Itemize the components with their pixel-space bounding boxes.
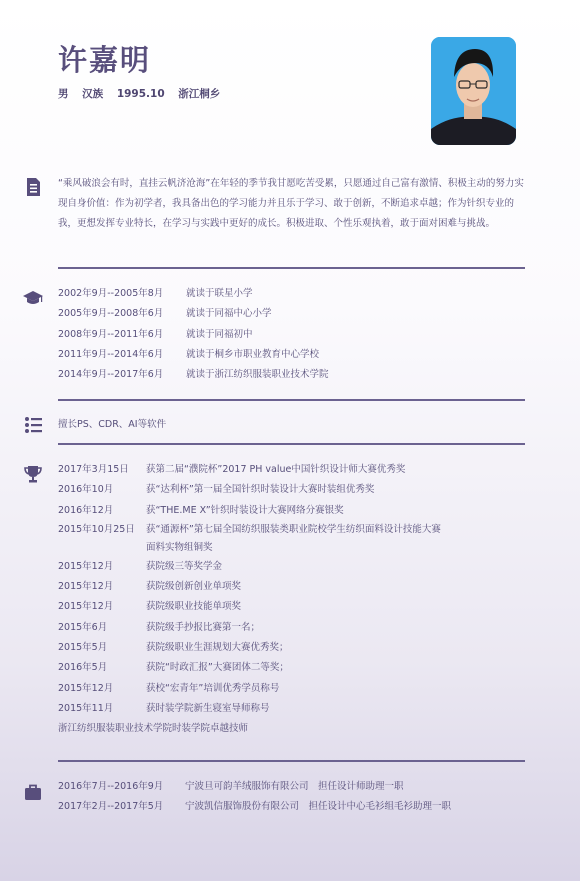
self-introduction: “乘风破浪会有时，直挂云帆济沧海”在年轻的季节我甘愿吃苦受累，只愿通过自己富有激情、积极主动的努力实现自身价值：作为初学者，我具备出色的学习能力并且乐于学习、敢于创新，不断追求卓越；作为针织专业的我，更想发挥专业特长，在学习与实践中更好的成长。积极进取、个性乐观执着，敢于面对困难与挑战。 [58,178,524,229]
item-date: 2017年3月15日 [58,464,129,475]
item-date: 2016年10月 [58,484,114,496]
document-icon [22,176,44,198]
section-divider [58,443,525,445]
item-date: 2015年12月 [58,581,114,593]
birth-date: 1995.10 [116,88,165,100]
item-text: 宁波凯信服饰股份有限公司 担任设计中心毛衫组毛衫助理一职 [185,801,452,813]
item-text: 就读于桐乡市职业教育中心学校 [186,348,320,360]
item-date: 2011年9月--2014年6月 [58,348,164,360]
item-text: 就读于浙江纺织服装职业技术学院 [186,369,329,381]
item-text: 就读于同福中心小学 [186,308,272,320]
section-divider [58,399,525,401]
item-text: 获第二届“濮院杯”2017 PH value中国针织设计师大赛优秀奖 [146,464,406,475]
item-date: 2008年9月--2011年6月 [58,328,164,340]
list-icon [22,414,44,436]
hometown: 浙江桐乡 [178,88,221,100]
graduation-cap-icon [22,287,44,309]
item-text: 宁波旦可韵羊绒服饰有限公司 担任设计师助理一职 [185,781,404,792]
item-date: 2015年12月 [58,560,114,572]
item-date: 2005年9月--2008年6月 [58,308,164,320]
item-text: 获时装学院新生寝室导师称号 [146,702,270,714]
item-date: 2015年12月 [58,682,114,694]
item-text: 获院“时政汇报”大赛团体二等奖； [146,662,289,674]
item-text: 获院级职业生涯规划大赛优秀奖； [146,642,289,654]
item-date: 2002年9月--2005年8月 [58,288,164,299]
skills-text: 擅长PS、CDR、AI等软件 [58,419,167,430]
item-text: 获院级创新创业单项奖 [146,581,242,593]
section-divider [58,267,525,269]
item-date: 2015年10月25日 [58,523,135,535]
item-text: 面料实物组铜奖 [146,541,213,553]
item-text: 获院级职业技能单项奖 [146,601,242,613]
item-text: 获院级三等奖学金 [146,560,223,572]
ethnicity: 汉族 [82,88,104,100]
item-date: 2015年12月 [58,601,114,613]
item-date: 2015年5月 [58,642,108,654]
candidate-name: 许嘉明 [58,43,152,77]
item-date: 2014年9月--2017年6月 [58,369,164,381]
item-text: 就读于联星小学 [186,288,253,299]
trophy-icon [22,463,44,485]
item-date: 2015年6月 [58,621,108,633]
item-text: 获“通源杯”第七届全国纺织服装类职业院校学生纺织面料设计技能大赛 [146,523,441,535]
item-date: 2016年12月 [58,504,114,516]
section-divider [58,760,525,762]
briefcase-icon [22,781,44,803]
item-date: 2016年5月 [58,662,108,674]
candidate-meta [58,86,230,101]
item-text: 获院级手抄报比赛第一名； [146,621,261,633]
item-date: 2016年7月--2016年9月 [58,781,164,792]
item-text: 获“达利杯”第一届全国针织时装设计大赛时装组优秀奖 [146,484,375,496]
item-text: 获“THE.ME X”针织时装设计大赛网络分赛银奖 [146,504,344,516]
item-date: 浙江纺织服装职业技术学院时装学院卓越技师 [58,723,249,735]
profile-photo [431,37,516,145]
item-text: 获校“宏青年”培训优秀学员称号 [146,682,280,694]
gender: 男 [58,88,69,100]
item-text: 就读于同福初中 [186,328,253,340]
item-date: 2015年11月 [58,702,114,714]
item-date: 2017年2月--2017年5月 [58,801,164,813]
